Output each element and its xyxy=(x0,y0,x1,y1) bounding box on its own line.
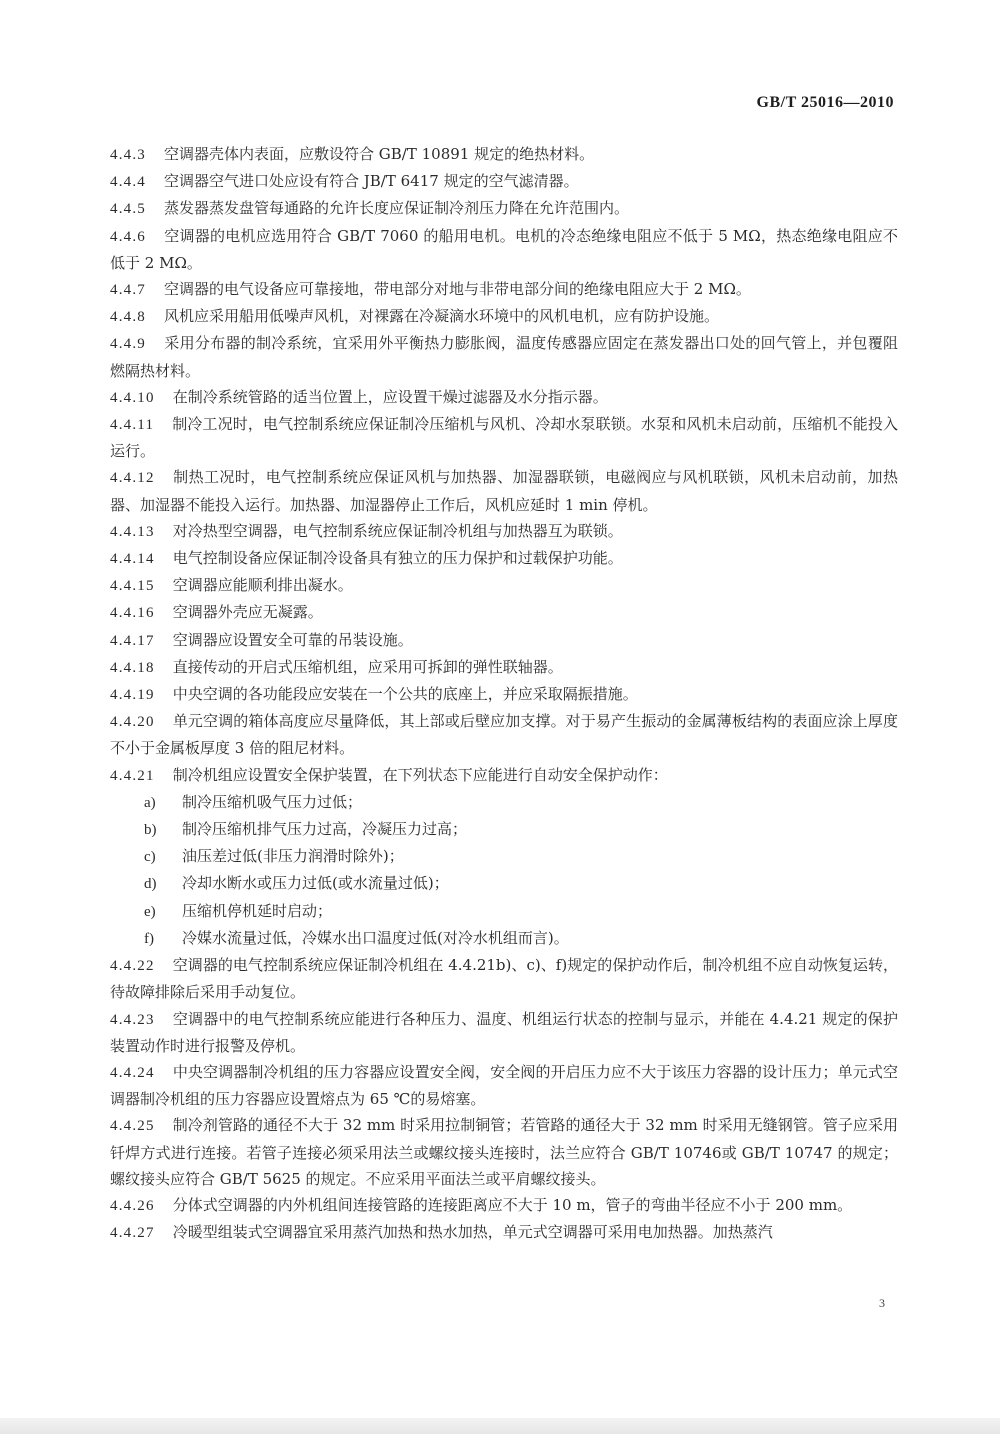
clause-text: 风机应采用船用低噪声风机，对裸露在冷凝滴水环境中的风机电机，应有防护设施。 xyxy=(164,307,720,326)
list-item-text: 制冷压缩机排气压力过高，冷凝压力过高； xyxy=(182,820,468,839)
clause-number: 4.4.23 xyxy=(110,1011,155,1028)
clause xyxy=(110,223,898,276)
list-item xyxy=(110,789,898,816)
standard-number: GB/T 25016—2010 xyxy=(756,94,894,111)
clause-number: 4.4.11 xyxy=(110,417,155,434)
list-item xyxy=(110,843,898,870)
list-item-text: 压缩机停机延时启动； xyxy=(182,901,333,920)
clause xyxy=(110,762,898,789)
clause xyxy=(110,1192,898,1219)
clause-text: 制冷机组应设置安全保护装置，在下列状态下应能进行自动安全保护动作： xyxy=(172,765,668,784)
clause-number: 4.4.27 xyxy=(110,1225,155,1242)
clause-text: 单元空调的箱体高度应尽量降低，其上部或后壁应加支撑。对于易产生振动的金属薄板结构的表面应涂上厚度不小于金属板厚度 3 倍的阻尼材料。 xyxy=(110,712,898,758)
clause-number: 4.4.16 xyxy=(110,605,155,622)
clause-text: 空调器外壳应无凝露。 xyxy=(172,603,323,622)
list-item-letter: c) xyxy=(144,849,156,866)
clause-number: 4.4.24 xyxy=(110,1064,155,1081)
clause-number: 4.4.13 xyxy=(110,523,155,540)
clause xyxy=(110,599,898,626)
clause-text: 空调器中的电气控制系统应能进行各种压力、温度、机组运行状态的控制与显示，并能在 4.4.21 规定的保护装置动作时进行报警及停机。 xyxy=(110,1009,898,1055)
clause-number: 4.4.20 xyxy=(110,714,155,731)
list-item-letter: e) xyxy=(144,903,156,920)
clause-text: 空调器应设置安全可靠的吊装设施。 xyxy=(172,630,413,649)
clause-text: 对冷热型空调器，电气控制系统应保证制冷机组与加热器互为联锁。 xyxy=(172,521,623,540)
clause xyxy=(110,1006,898,1059)
clause-number: 4.4.3 xyxy=(110,147,146,163)
clause-text: 空调器的电气设备应可靠接地，带电部分对地与非带电部分间的绝缘电阻应大于 2 MΩ。 xyxy=(164,280,751,299)
clause-text: 在制冷系统管路的适当位置上，应设置干燥过滤器及水分指示器。 xyxy=(172,387,608,406)
clause-number: 4.4.12 xyxy=(110,470,155,487)
clause xyxy=(110,952,898,1005)
page-number: 3 xyxy=(879,1296,885,1310)
clause-text: 中央空调的各功能段应安装在一个公共的底座上，并应采取隔振措施。 xyxy=(172,685,638,704)
clause xyxy=(110,518,898,545)
clause-number: 4.4.10 xyxy=(110,389,155,406)
clause xyxy=(110,168,898,195)
clause xyxy=(110,545,898,572)
clause-text: 冷暖型组装式空调器宜采用蒸汽加热和热水加热，单元式空调器可采用电加热器。加热蒸汽 xyxy=(172,1223,773,1242)
list-item xyxy=(110,816,898,843)
clause-number: 4.4.22 xyxy=(110,958,155,975)
clause xyxy=(110,411,898,464)
clause-number: 4.4.4 xyxy=(110,174,146,191)
clause-text: 直接传动的开启式压缩机组，应采用可拆卸的弹性联轴器。 xyxy=(172,657,563,676)
clause xyxy=(110,681,898,708)
clause-number: 4.4.18 xyxy=(110,659,155,676)
protection-list xyxy=(110,789,898,952)
clause-text: 空调器应能顺利排出凝水。 xyxy=(172,576,353,595)
clause-text: 电气控制设备应保证制冷设备具有独立的压力保护和过载保护功能。 xyxy=(172,549,623,568)
clause-number: 4.4.8 xyxy=(110,309,146,326)
list-item-text: 冷却水断水或压力过低(或水流量过低)； xyxy=(182,874,449,893)
clause xyxy=(110,464,898,517)
clause-text: 制冷工况时，电气控制系统应保证制冷压缩机与风机、冷却水泵联锁。水泵和风机未启动前，压缩机不能投入运行。 xyxy=(110,415,898,461)
list-item xyxy=(110,898,898,925)
list-item-letter: b) xyxy=(144,822,157,839)
clause-number: 4.4.9 xyxy=(110,336,146,353)
clause-text: 制热工况时，电气控制系统应保证风机与加热器、加湿器联锁，电磁阀应与风机联锁，风机未启动前，加热器、加湿器不能投入运行。加热器、加湿器停止工作后，风机应延时 1 min 停机。 xyxy=(110,468,898,514)
clause-number: 4.4.26 xyxy=(110,1197,155,1214)
clause-text: 空调器的电气控制系统应保证制冷机组在 4.4.21b)、c)、f)规定的保护动作后，制冷机组不应自动恢复运转，待故障排除后采用手动复位。 xyxy=(110,956,898,1002)
clause-number: 4.4.25 xyxy=(110,1118,155,1135)
clause-text: 空调器壳体内表面，应敷设符合 GB/T 10891 规定的绝热材料。 xyxy=(164,145,595,163)
clause-text: 蒸发器蒸发盘管每通路的允许长度应保证制冷剂压力降在允许范围内。 xyxy=(164,199,630,218)
clause xyxy=(110,1219,898,1246)
clause xyxy=(110,141,898,168)
clause xyxy=(110,276,898,303)
list-item xyxy=(110,870,898,897)
clauses-section-2 xyxy=(110,952,898,1246)
clause xyxy=(110,654,898,681)
clause xyxy=(110,384,898,411)
viewer-bottom-edge xyxy=(0,1418,1000,1434)
clause-number: 4.4.5 xyxy=(110,201,146,218)
clause-text: 分体式空调器的内外机组间连接管路的连接距离应不大于 10 m，管子的弯曲半径应不小于 200 mm。 xyxy=(172,1195,853,1214)
clause-number: 4.4.7 xyxy=(110,282,146,299)
clause xyxy=(110,627,898,654)
list-item-text: 制冷压缩机吸气压力过低； xyxy=(182,792,363,811)
clause xyxy=(110,1059,898,1112)
list-item-letter: a) xyxy=(144,794,156,811)
clause-number: 4.4.15 xyxy=(110,578,155,595)
clause xyxy=(110,330,898,383)
clause-text: 制冷剂管路的通径不大于 32 mm 时采用拉制铜管；若管路的通径大于 32 mm 时采用无缝钢管。管子应采用钎焊方式进行连接。若管子连接必须采用法兰或螺纹接头连接时，法兰应符合 GB/T 10746或 GB/T 10747 的规定；螺纹接头应符合 GB/T 5625 的规定。不应采用平面法兰或平肩螺纹接头。 xyxy=(110,1116,898,1188)
clause-number: 4.4.21 xyxy=(110,767,155,784)
list-item-letter: d) xyxy=(144,876,157,893)
clause-text: 采用分布器的制冷系统，宜采用外平衡热力膨胀阀，温度传感器应固定在蒸发器出口处的回气管上，并包覆阻燃隔热材料。 xyxy=(110,334,898,380)
clause-text: 中央空调器制冷机组的压力容器应设置安全阀，安全阀的开启压力应不大于该压力容器的设计压力；单元式空调器制冷机组的压力容器应设置熔点为 65 ℃的易熔塞。 xyxy=(110,1062,898,1109)
clause xyxy=(110,1112,898,1192)
list-item-letter: f) xyxy=(144,930,154,947)
list-item xyxy=(110,925,898,952)
clause-number: 4.4.19 xyxy=(110,687,155,704)
clauses-section-1 xyxy=(110,141,898,789)
list-item-text: 冷媒水流量过低，冷媒水出口温度过低(对冷水机组而言)。 xyxy=(182,928,569,947)
list-item-text: 油压差过低(非压力润滑时除外)； xyxy=(182,847,404,866)
clause xyxy=(110,572,898,599)
clause-number: 4.4.14 xyxy=(110,551,155,568)
clause xyxy=(110,708,898,761)
clause-text: 空调器空气进口处应设有符合 JB/T 6417 规定的空气滤清器。 xyxy=(164,172,579,191)
clause-text: 空调器的电机应选用符合 GB/T 7060 的船用电机。电机的冷态绝缘电阻应不低于 5 MΩ，热态绝缘电阻应不低于 2 MΩ。 xyxy=(110,226,898,272)
document-body xyxy=(110,141,898,1246)
clause-number: 4.4.17 xyxy=(110,632,155,649)
clause xyxy=(110,303,898,330)
clause xyxy=(110,195,898,222)
clause-number: 4.4.6 xyxy=(110,228,146,245)
